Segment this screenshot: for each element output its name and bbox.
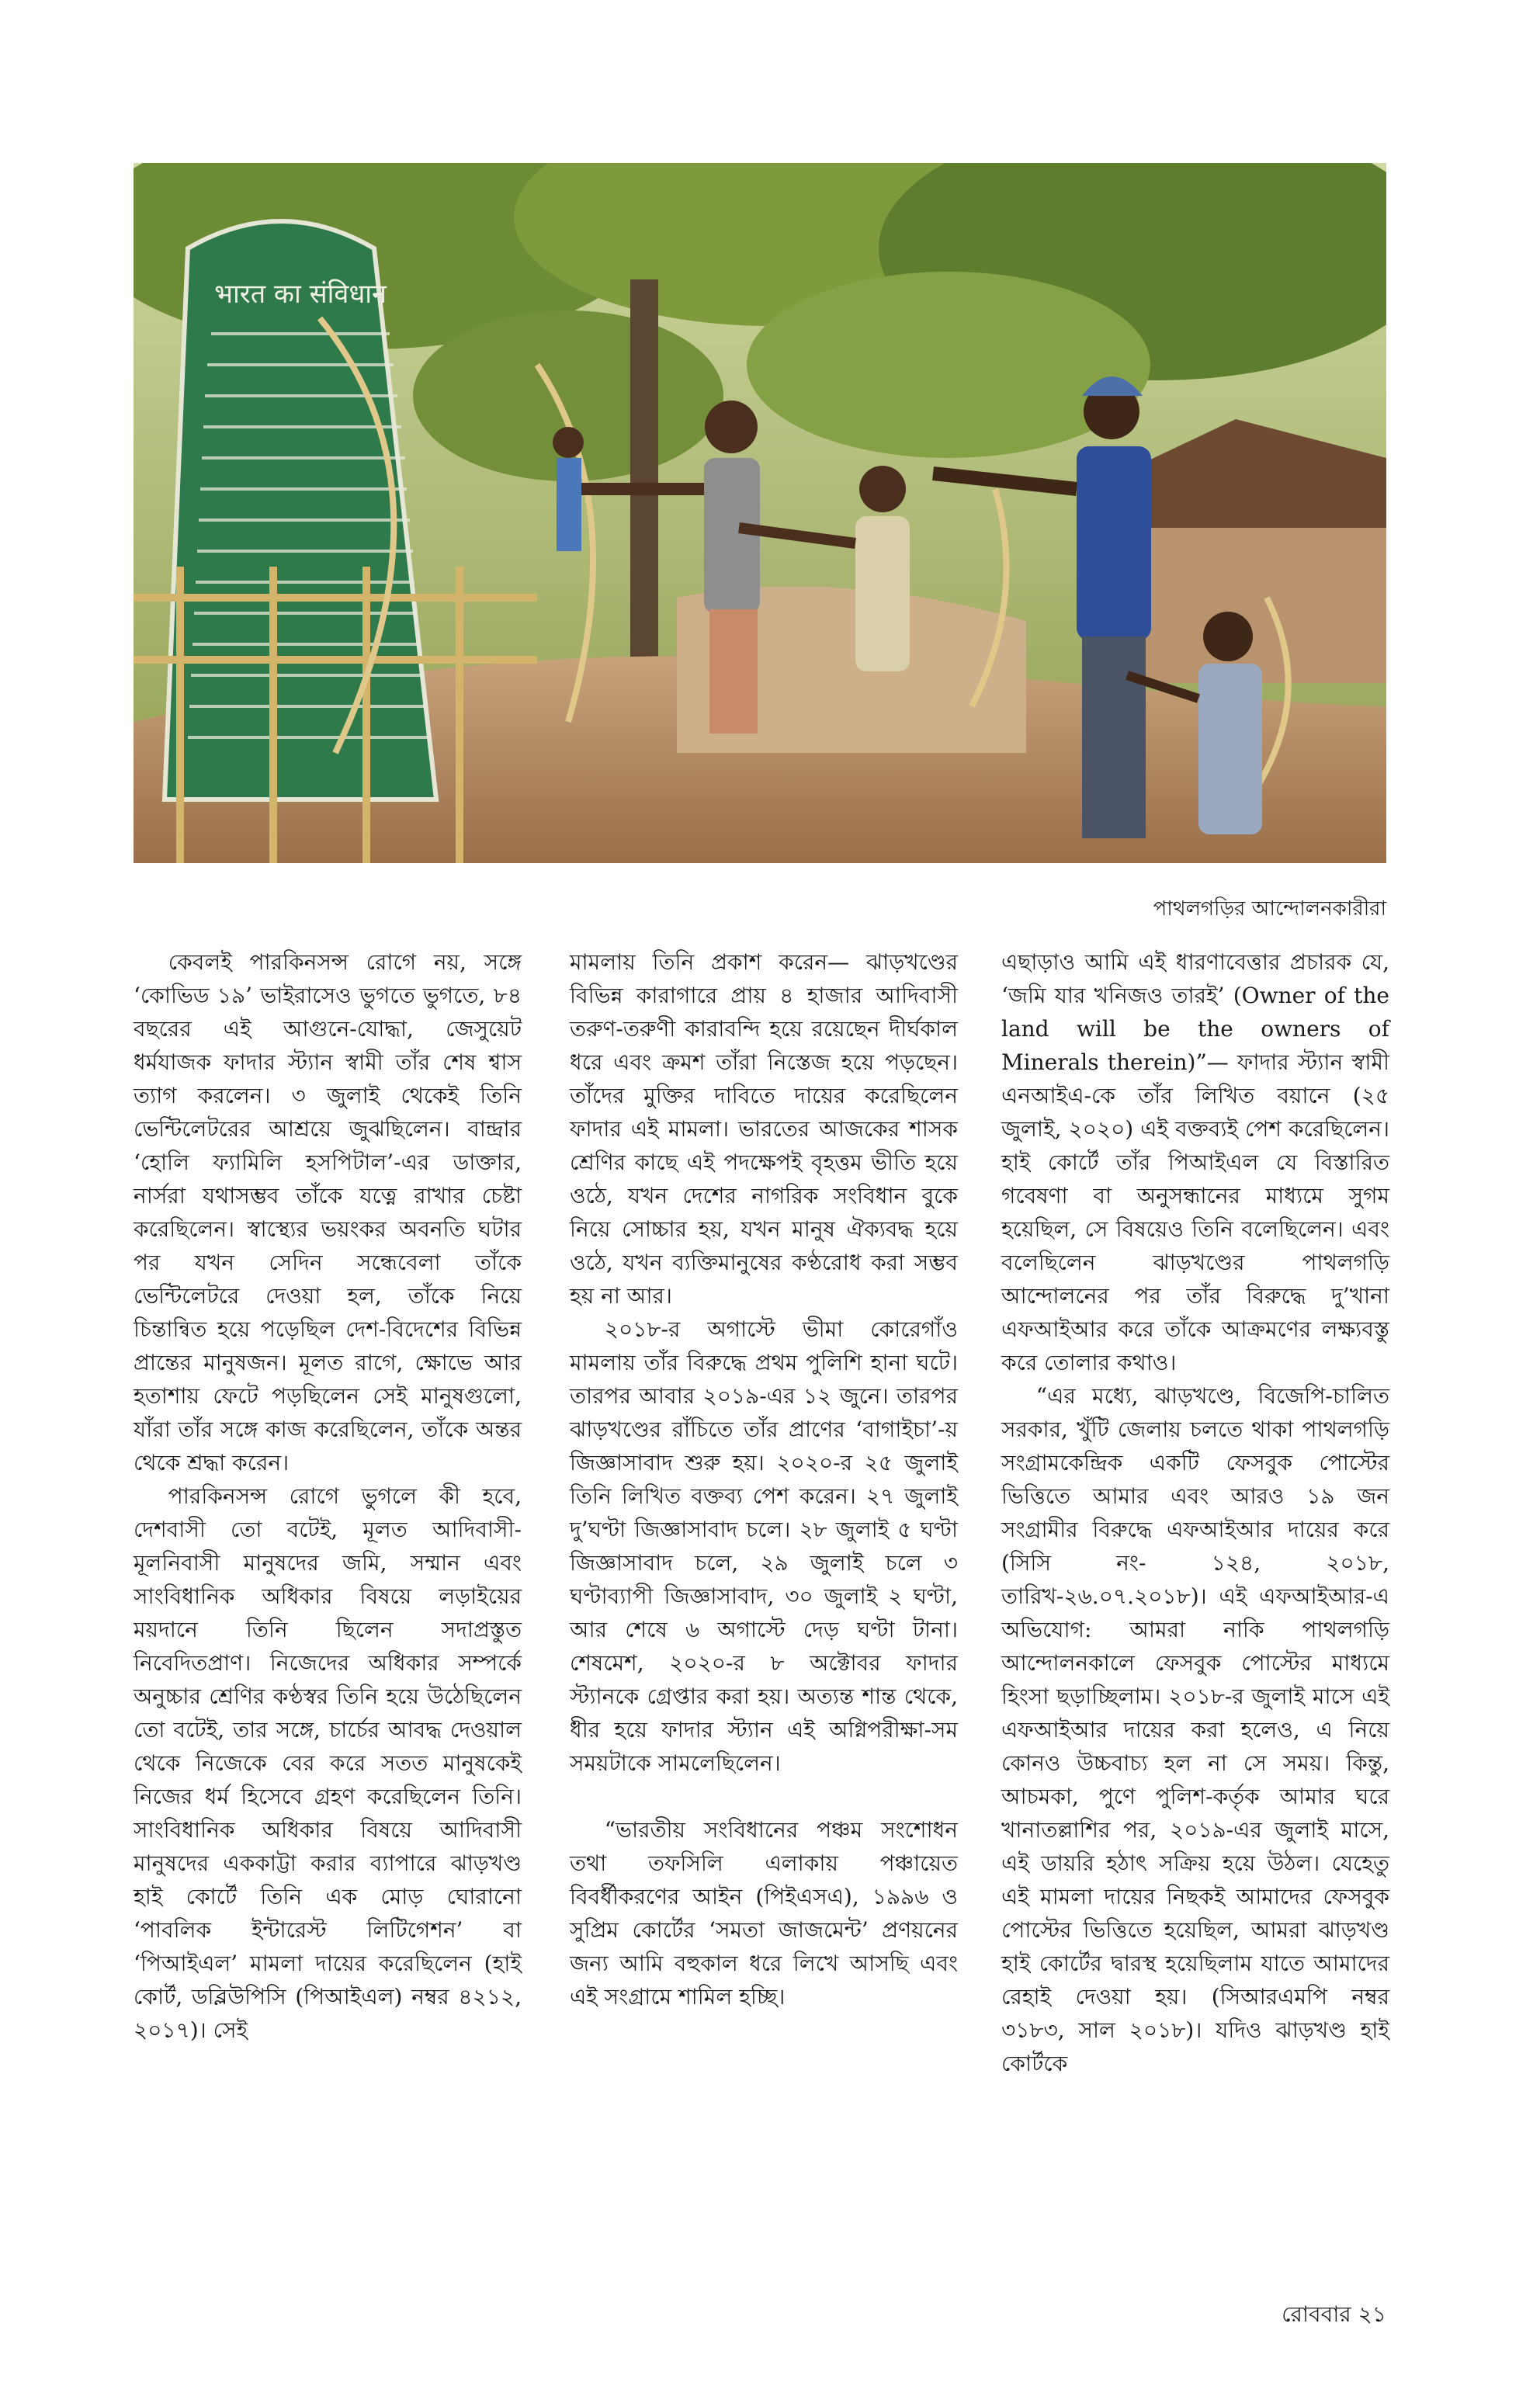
- paragraph: ২০১৮-র অগাস্টে ভীমা কোরেগাঁও মামলায় তাঁর বিরুদ্ধে প্রথম পুলিশি হানা ঘটে। তারপর আবার ২০১৯-এর ১২ জুনে। তারপর ঝাড়খণ্ডের রাঁচিতে তাঁর প্রাণের ‘বাগাইচা’-য় জিজ্ঞাসাবাদ শুরু হয়। ২০২০-র ২৫ জুলাই তিনি লিখিত বক্তব্য পেশ করেন। ২৭ জুলাই দু’ঘণ্টা জিজ্ঞাসাবাদ চলে। ২৮ জুলাই ৫ ঘণ্টা জিজ্ঞাসাবাদ চলে, ২৯ জুলাই চলে ৩ ঘণ্টাব্যাপী জিজ্ঞাসাবাদ, ৩০ জুলাই ২ ঘণ্টা, আর শেষে ৬ অগাস্টে দেড় ঘণ্টা টানা। শেষমেশ, ২০২০-র ৮ অক্টোবর ফাদার স্ট্যানকে গ্রেপ্তার করা হয়। অত্যন্ত শান্ত থেকে, ধীর হয়ে ফাদার স্ট্যান এই অগ্নিপরীক্ষা-সম সময়টাকে সামলেছিলেন।: [570, 1316, 958, 1776]
- paragraph: এছাড়াও আমি এই ধারণাবেত্তার প্রচারক যে, ‘জমি যার খনিজও তারই’ (Owner of the land will be the owners of Minerals therein)”— ফাদার স্ট্যান স্বামী এনআইএ-কে তাঁর লিখিত বয়ানে (২৫ জুলাই, ২০২০) এই বক্তব্যই পেশ করেছিলেন। হাই কোর্টে তাঁর পিআইএল যে বিস্তারিত গবেষণা বা অনুসন্ধানের মাধ্যমে সুগম হয়েছিল, সে বিষয়েও তিনি বলেছিলেন। এবং বলেছিলেন ঝাড়খণ্ডের পাথলগড়ি আন্দোলনের পর তাঁর বিরুদ্ধে দু’খানা এফআইআর করে তাঁকে আক্রমণের লক্ষ্যবস্তু করে তোলার কথাও।: [1001, 949, 1389, 1375]
- photo-caption: পাথলগড়ির আন্দোলনকারীরা: [1153, 897, 1386, 921]
- paragraph: কেবলই পারকিনসন্স রোগে নয়, সঙ্গে ‘কোভিড ১৯’ ভাইরাসেও ভুগতে ভুগতে, ৮৪ বছরের এই আগুনে-যোদ্ধা, জেসুয়েট ধর্মযাজক ফাদার স্ট্যান স্বামী তাঁর শেষ শ্বাস ত্যাগ করলেন। ৩ জুলাই থেকেই তিনি ভেন্টিলেটরের আশ্রয়ে জুঝছিলেন। বান্দ্রার ‘হোলি ফ্যামিলি হসপিটাল’-এর ডাক্তার, নার্সরা যথাসম্ভব তাঁকে যত্নে রাখার চেষ্টা করেছিলেন। স্বাস্থ্যের ভয়ংকর অবনতি ঘটার পর যখন সেদিন সন্ধেবেলা তাঁকে ভেন্টিলেটরে দেওয়া হল, তাঁকে নিয়ে চিন্তান্বিত হয়ে পড়েছিল দেশ-বিদেশের বিভিন্ন প্রান্তের মানুষজন। মূলত রাগে, ক্ষোভে আর হতাশায় ফেটে পড়ছিলেন সেই মানুষগুলো, যাঁরা তাঁর সঙ্গে কাজ করেছিলেন, তাঁকে অন্তর থেকে শ্রদ্ধা করেন।: [134, 949, 522, 1476]
- article-column-3: [1001, 945, 1389, 2080]
- article-photo: [134, 163, 1386, 863]
- article-column-2: [570, 945, 958, 2013]
- photo-illustration: [134, 163, 1386, 863]
- paragraph: পারকিনসন্স রোগে ভুগলে কী হবে, দেশবাসী তো বটেই, মূলত আদিবাসী-মূলনিবাসী মানুষদের জমি, সম্মান এবং সাংবিধানিক অধিকার বিষয়ে লড়াইয়ের ময়দানে তিনি ছিলেন সদাপ্রস্তুত নিবেদিতপ্রাণ। নিজেদের অধিকার সম্পর্কে অনুচ্চার শ্রেণির কণ্ঠস্বর তিনি হয়ে উঠেছিলেন তো বটেই, তার সঙ্গে, চার্চের আবদ্ধ দেওয়াল থেকে নিজেকে বের করে সতত মানুষকেই নিজের ধর্ম হিসেবে গ্রহণ করেছিলেন তিনি। সাংবিধানিক অধিকার বিষয়ে আদিবাসী মানুষদের এককাট্টা করার ব্যাপারে ঝাড়খণ্ড হাই কোর্টে তিনি এক মোড় ঘোরানো ‘পাবলিক ইন্টারেস্ট লিটিগেশন’ বা ‘পিআইএল’ মামলা দায়ের করেছিলেন (হাই কোর্ট, ডব্লিউপিসি (পিআইএল) নম্বর ৪২১২, ২০১৭)। সেই: [134, 1483, 522, 2043]
- slab-heading: भारत का संविधान: [214, 279, 387, 310]
- paragraph: মামলায় তিনি প্রকাশ করেন— ঝাড়খণ্ডের বিভিন্ন কারাগারে প্রায় ৪ হাজার আদিবাসী তরুণ-তরুণী কারাবন্দি হয়ে রয়েছেন দীর্ঘকাল ধরে এবং ক্রমশ তাঁরা নিস্তেজ হয়ে পড়ছেন। তাঁদের মুক্তির দাবিতে দায়ের করেছিলেন ফাদার এই মামলা। ভারতের আজকের শাসক শ্রেণির কাছে এই পদক্ষেপই বৃহত্তম ভীতি হয়ে ওঠে, যখন দেশের নাগরিক সংবিধান বুকে নিয়ে সোচ্চার হয়, যখন মানুষ ঐক্যবদ্ধ হয়ে ওঠে, যখন ব্যক্তিমানুষের কণ্ঠরোধ করা সম্ভব হয় না আর।: [570, 949, 958, 1309]
- quote-paragraph: “ভারতীয় সংবিধানের পঞ্চম সংশোধন তথা তফসিলি এলাকায় পঞ্চায়েত বিবর্ধীকরণের আইন (পিইএসএ), ১৯৯৬ ও সুপ্রিম কোর্টের ‘সমতা জাজমেন্ট’ প্রণয়নের জন্য আমি বহুকাল ধরে লিখে আসছি এবং এই সংগ্রামে শামিল হচ্ছি।: [570, 1817, 958, 2010]
- page-folio: রোববার ২১: [1282, 2301, 1386, 2327]
- article-column-1: [134, 945, 522, 2047]
- quote-paragraph: “এর মধ্যে, ঝাড়খণ্ডে, বিজেপি-চালিত সরকার, খুঁটি জেলায় চলতে থাকা পাথলগড়ি সংগ্রামকেন্দ্রিক একটি ফেসবুক পোস্টের ভিত্তিতে আমার এবং আরও ১৯ জন সংগ্রামীর বিরুদ্ধে এফআইআর দায়ের করে (সিসি নং- ১২৪, ২০১৮, তারিখ-২৬.০৭.২০১৮)। এই এফআইআর-এ অভিযোগ: আমরা নাকি পাথলগড়ি আন্দোলনকালে ফেসবুক পোস্টের মাধ্যমে হিংসা ছড়াচ্ছিলাম। ২০১৮-র জুলাই মাসে এই এফআইআর দায়ের করা হলেও, এ নিয়ে কোনও উচ্চবাচ্য হল না সে সময়। কিন্তু, আচমকা, পুণে পুলিশ-কর্তৃক আমার ঘরে খানাতল্লাশির পর, ২০১৯-এর জুলাই মাসে, এই ডায়রি হঠাৎ সক্রিয় হয়ে উঠল। যেহেতু এই মামলা দায়ের নিছকই আমাদের ফেসবুক পোস্টের ভিত্তিতে হয়েছিল, আমরা ঝাড়খণ্ড হাই কোর্টের দ্বারস্থ হয়েছিলাম যাতে আমাদের রেহাই দেওয়া হয়। (সিআরএমপি নম্বর ৩১৮৩, সাল ২০১৮)। যদিও ঝাড়খণ্ড হাই কোর্টকে: [1001, 1383, 1389, 2076]
